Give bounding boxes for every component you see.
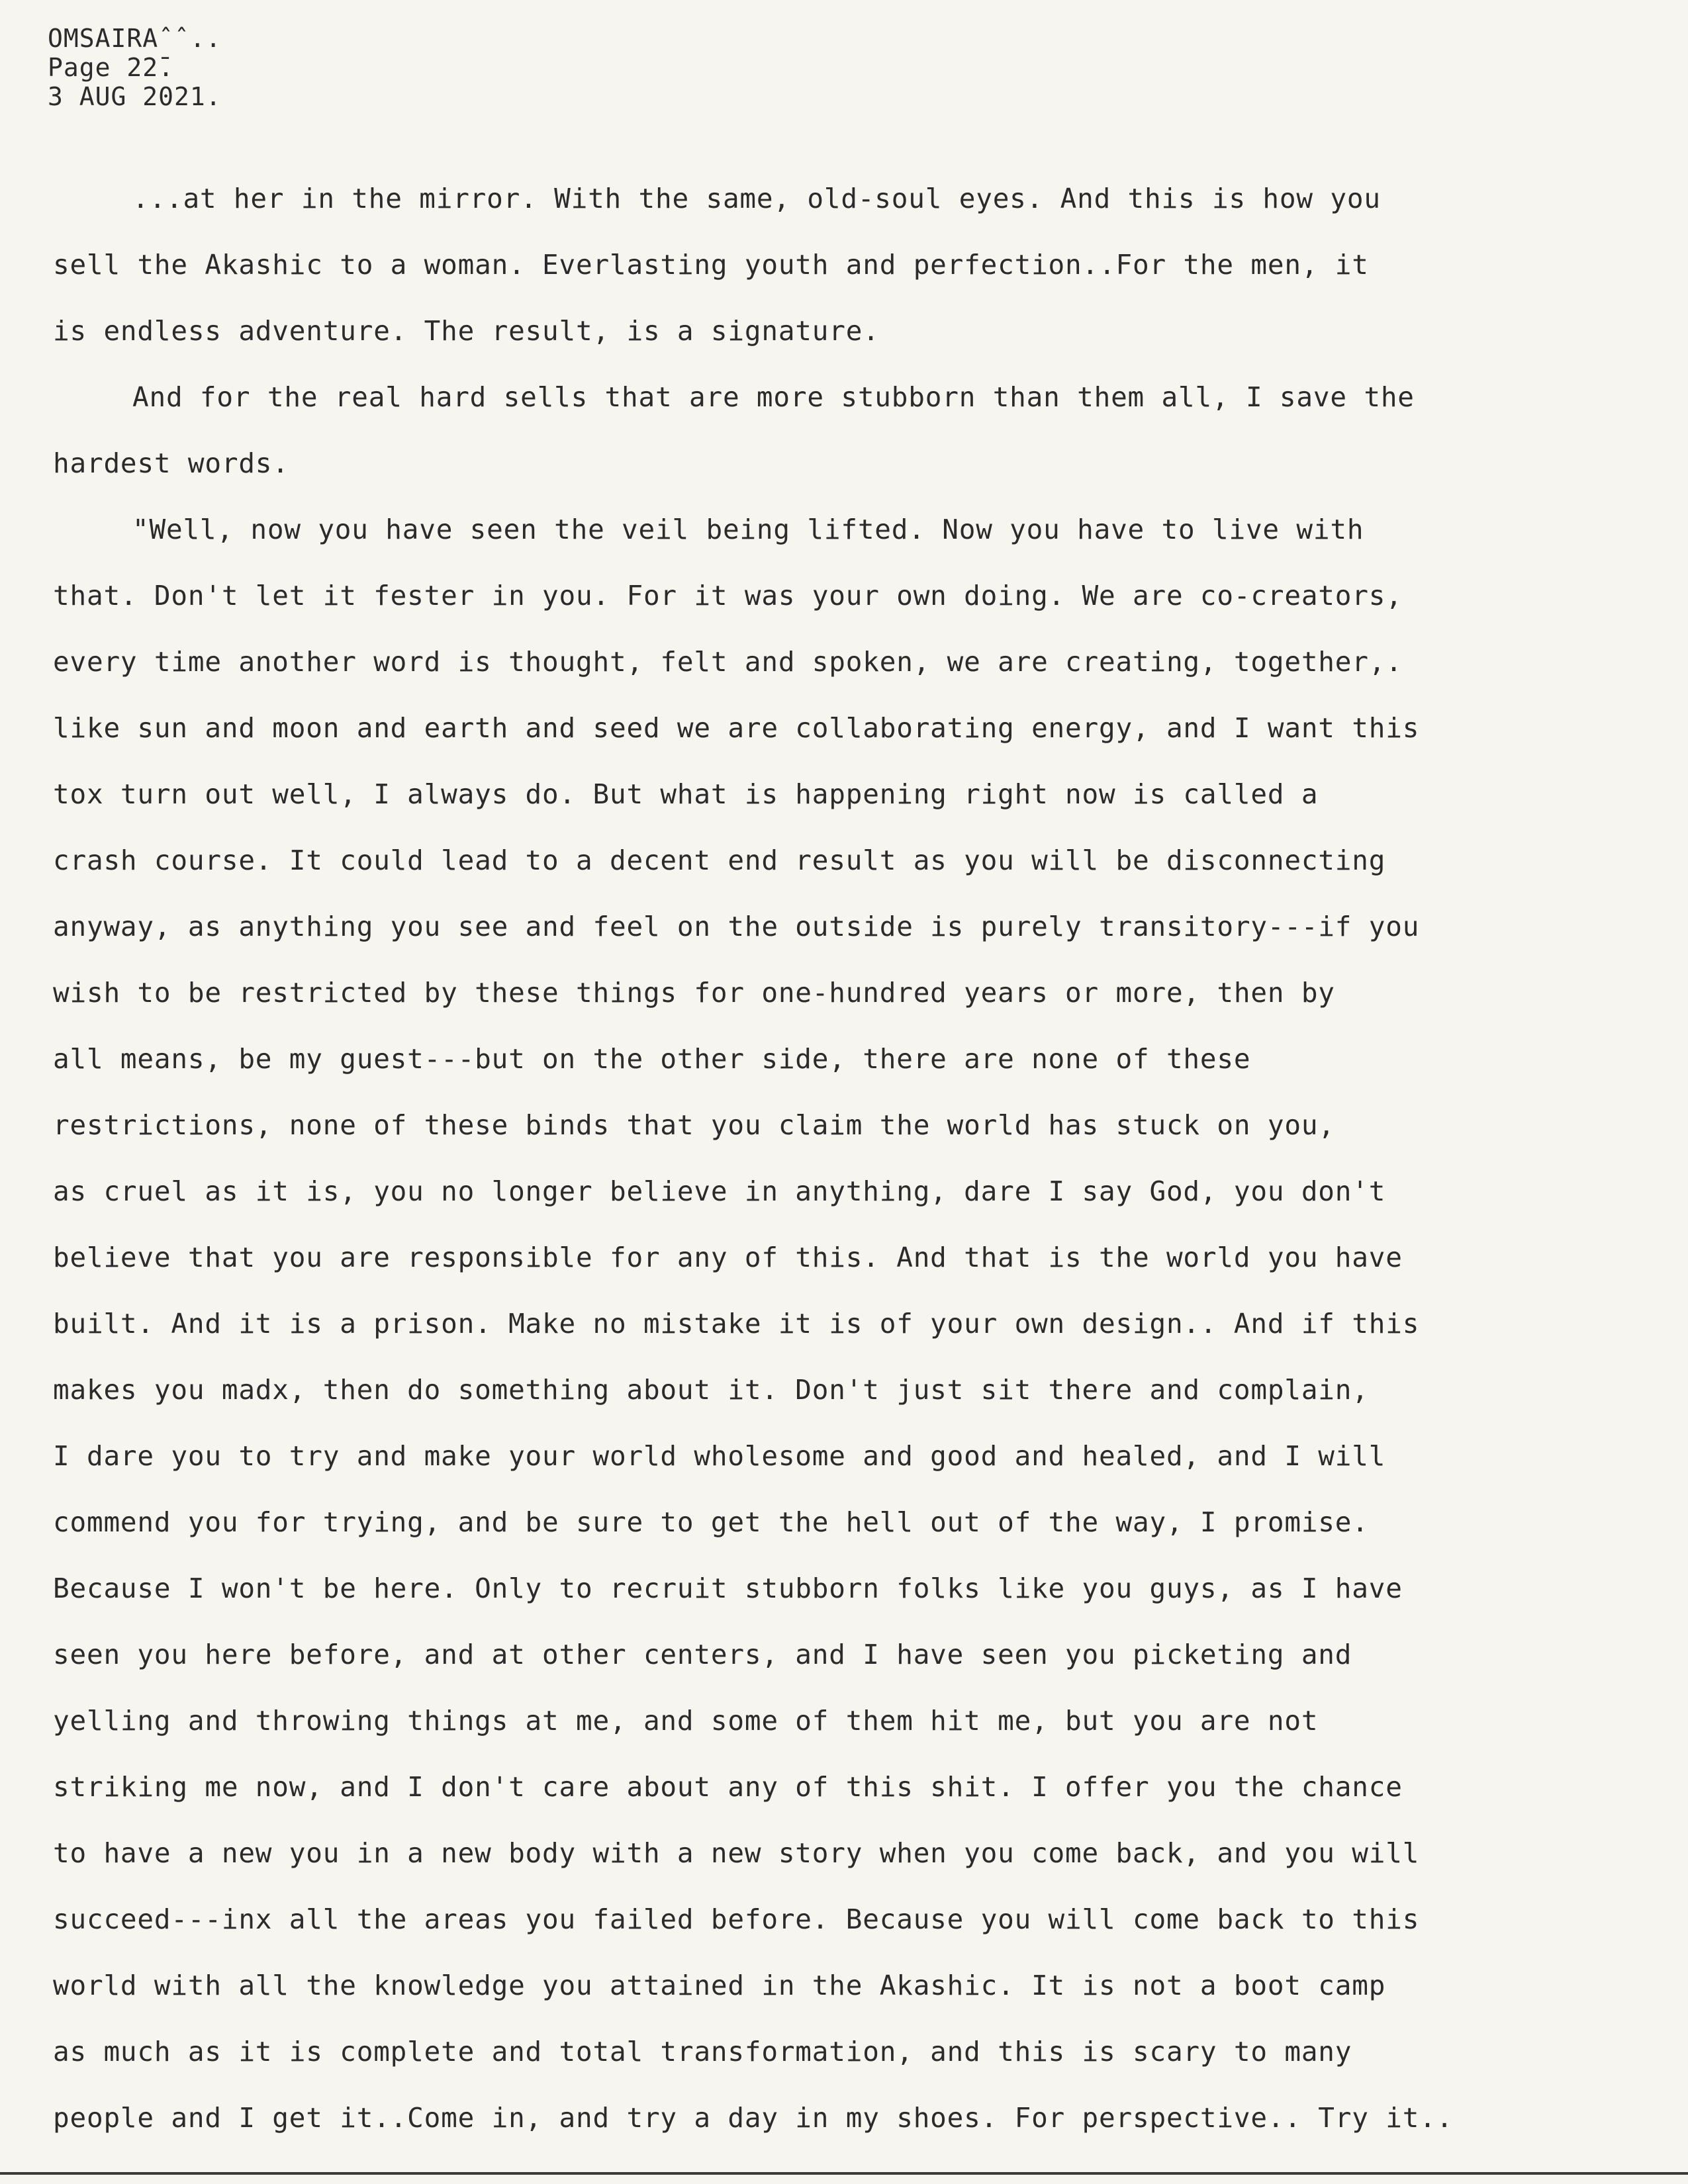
manuscript-title: OMSAIRAˆˆ.. bbox=[48, 24, 222, 53]
text-line: tox turn out well, I always do. But what is happening right now is called a bbox=[53, 778, 1319, 810]
text-line: restrictions, none of these binds that you claim the world has stuck on you, bbox=[53, 1109, 1335, 1141]
manuscript-body bbox=[53, 165, 1668, 2151]
text-line: seen you here before, and at other centers, and I have seen you picketing and bbox=[53, 1639, 1352, 1670]
text-line: as cruel as it is, you no longer believe in anything, dare I say God, you don't bbox=[53, 1175, 1386, 1207]
text-line: sell the Akashic to a woman. Everlasting youth and perfection..For the men, it bbox=[53, 249, 1369, 281]
text-line: "Well, now you have seen the veil being lifted. Now you have to live with bbox=[132, 514, 1364, 545]
text-line: ...at her in the mirror. With the same, old-soul eyes. And this is how you bbox=[132, 183, 1381, 214]
text-line: And for the real hard sells that are more stubborn than them all, I save the bbox=[132, 381, 1415, 413]
page-bottom-edge bbox=[0, 2172, 1688, 2175]
text-line: commend you for trying, and be sure to get the hell out of the way, I promise. bbox=[53, 1506, 1369, 1538]
text-line: anyway, as anything you see and feel on the outside is purely transitory---if you bbox=[53, 911, 1420, 942]
text-line: is endless adventure. The result, is a signature. bbox=[53, 315, 880, 347]
text-line: wish to be restricted by these things for one-hundred years or more, then by bbox=[53, 977, 1335, 1009]
text-line: as much as it is complete and total transformation, and this is scary to many bbox=[53, 2036, 1352, 2068]
page-date: 3 AUG 2021. bbox=[48, 82, 222, 111]
text-line: built. And it is a prison. Make no mistake it is of your own design.. And if this bbox=[53, 1308, 1420, 1340]
text-line: like sun and moon and earth and seed we are collaborating energy, and I want this bbox=[53, 712, 1420, 744]
text-line: crash course. It could lead to a decent end result as you will be disconnecting bbox=[53, 844, 1386, 876]
page-number: Page 22̄. bbox=[48, 53, 175, 82]
text-line: that. Don't let it fester in you. For it was your own doing. We are co-creators, bbox=[53, 580, 1403, 612]
text-line: hardest words. bbox=[53, 447, 289, 479]
text-line: to have a new you in a new body with a new story when you come back, and you will bbox=[53, 1837, 1420, 1869]
text-line: makes you madx, then do something about it. Don't just sit there and complain, bbox=[53, 1374, 1369, 1406]
text-line: I dare you to try and make your world wholesome and good and healed, and I will bbox=[53, 1440, 1386, 1472]
text-line: yelling and throwing things at me, and some of them hit me, but you are not bbox=[53, 1705, 1319, 1737]
text-line: striking me now, and I don't care about any of this shit. I offer you the chance bbox=[53, 1771, 1403, 1803]
text-line: world with all the knowledge you attained in the Akashic. It is not a boot camp bbox=[53, 1970, 1386, 2001]
text-line: all means, be my guest---but on the other side, there are none of these bbox=[53, 1043, 1251, 1075]
text-line: people and I get it..Come in, and try a day in my shoes. For perspective.. Try it.. bbox=[53, 2102, 1454, 2134]
text-line: succeed---inx all the areas you failed before. Because you will come back to this bbox=[53, 1903, 1420, 1935]
text-line: believe that you are responsible for any of this. And that is the world you have bbox=[53, 1242, 1403, 1273]
text-line: Because I won't be here. Only to recruit stubborn folks like you guys, as I have bbox=[53, 1572, 1403, 1604]
text-line: every time another word is thought, felt and spoken, we are creating, together,. bbox=[53, 646, 1403, 678]
page-header bbox=[48, 24, 222, 111]
